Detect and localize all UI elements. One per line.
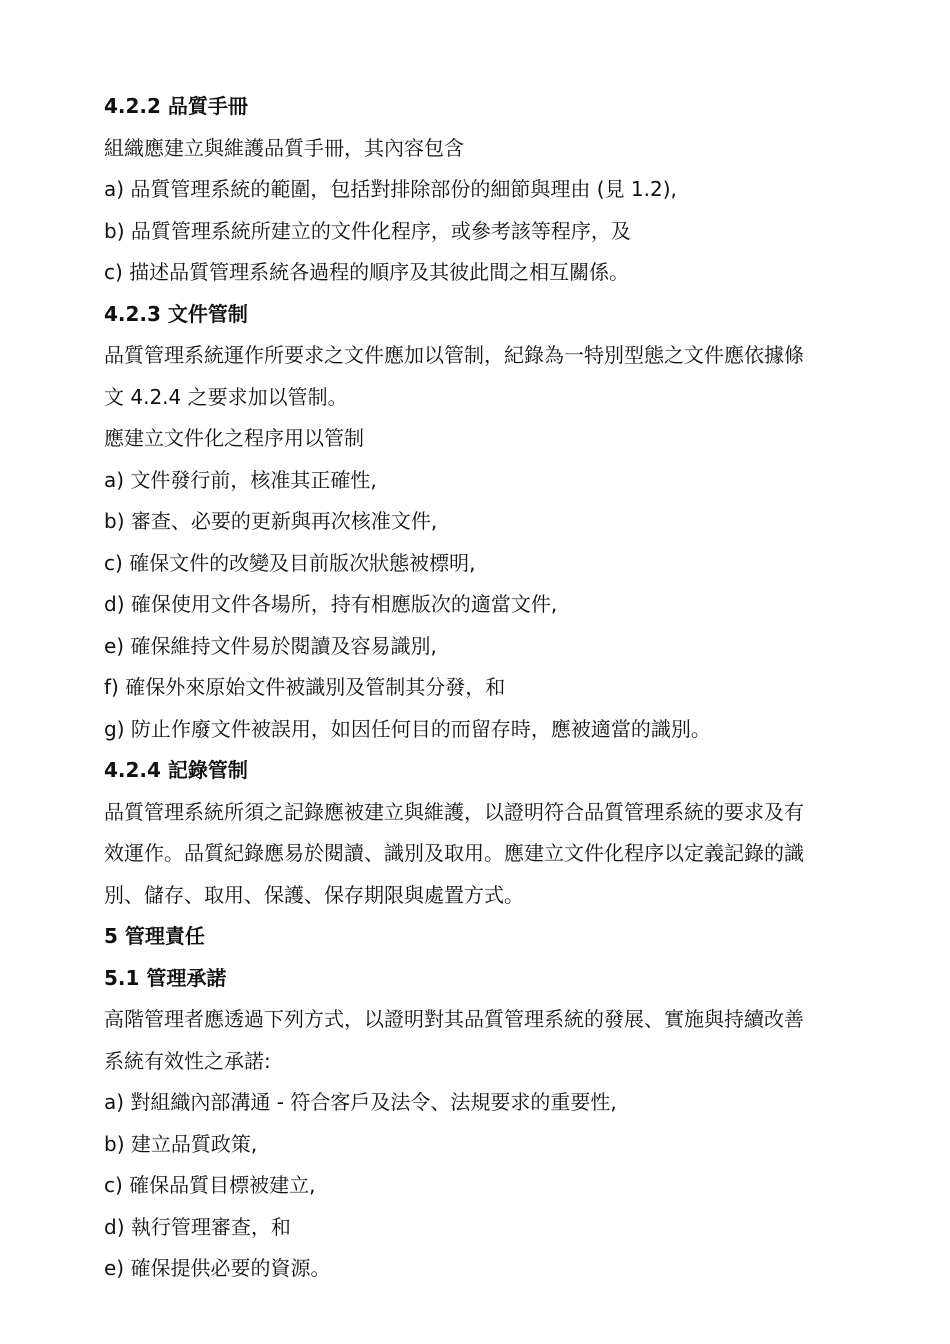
document-page [104,86,894,1290]
list-item: b) 審查、必要的更新與再次核准文件, [104,509,438,533]
list-item: d) 確保使用文件各場所，持有相應版次的適當文件, [104,592,558,616]
list-item: b) 品質管理系統所建立的文件化程序，或參考該等程序，及 [104,218,631,243]
paragraph-line: 組織應建立與維護品質手冊，其內容包含 [104,135,464,160]
list-item: a) 品質管理系統的範圍，包括對排除部份的細節與理由 (見 1.2), [104,177,677,201]
paragraph-line: 高階管理者應透過下列方式，以證明對其品質管理系統的發展、實施與持續改善 [104,1007,804,1031]
section-heading: 4.2.2 品質手冊 [104,94,248,118]
list-item: c) 確保品質目標被建立, [104,1173,316,1197]
paragraph-line: 品質管理系統所須之記錄應被建立與維護，以證明符合品質管理系統的要求及有 [104,799,804,824]
paragraph-line: 品質管理系統運作所要求之文件應加以管制，紀錄為一特別型態之文件應依據條 [104,343,804,367]
paragraph-line: 別、儲存、取用、保護、保存期限與處置方式。 [104,882,524,907]
list-item: a) 文件發行前，核准其正確性, [104,467,377,492]
paragraph-line: 系統有效性之承諾: [104,1048,271,1073]
list-item: e) 確保維持文件易於閱讀及容易識別, [104,633,437,658]
list-item: b) 建立品質政策, [104,1131,258,1156]
section-heading: 4.2.4 記錄管制 [104,758,248,782]
section-heading: 4.2.3 文件管制 [104,301,248,326]
section-heading: 5.1 管理承諾 [104,965,227,990]
list-item: e) 確保提供必要的資源。 [104,1256,331,1280]
section-heading: 5 管理責任 [104,924,205,948]
paragraph-line: 效運作。品質紀錄應易於閱讀、識別及取用。應建立文件化程序以定義記錄的識 [104,841,804,865]
paragraph-line: 文 4.2.4 之要求加以管制。 [104,384,348,409]
list-item: d) 執行管理審查，和 [104,1214,291,1239]
list-item: f) 確保外來原始文件被識別及管制其分發，和 [104,675,506,699]
paragraph-line: 應建立文件化之程序用以管制 [104,426,364,450]
list-item: a) 對組織內部溝通 - 符合客戶及法令、法規要求的重要性, [104,1090,617,1114]
list-item: g) 防止作廢文件被誤用，如因任何目的而留存時，應被適當的識別。 [104,716,711,741]
list-item: c) 描述品質管理系統各過程的順序及其彼此間之相互關係。 [104,260,630,284]
list-item: c) 確保文件的改變及目前版次狀態被標明, [104,550,476,575]
